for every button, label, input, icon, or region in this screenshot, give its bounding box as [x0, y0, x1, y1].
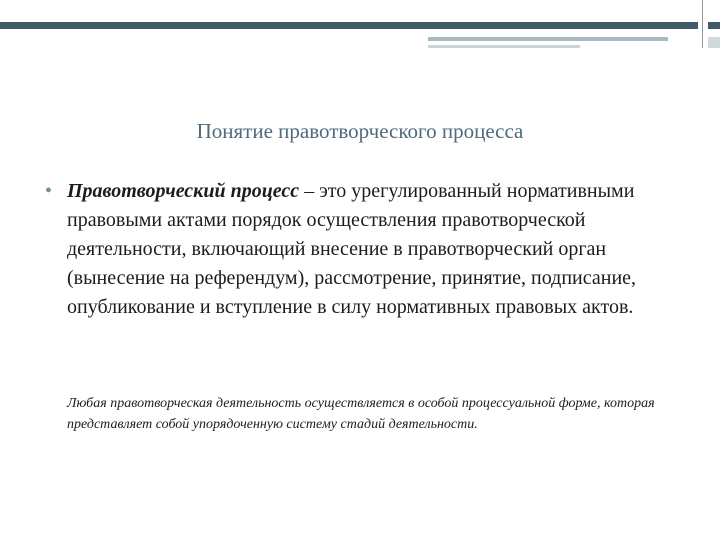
note-text: Любая правотворческая деятельность осуществляется в особой процессуальной форме, которая представляет собой упорядоченную систему стадий деятельности.	[67, 396, 655, 432]
bullet-icon: •	[45, 180, 53, 202]
bullet-text	[67, 177, 685, 322]
page-marker-icon	[673, 5, 683, 16]
bullet-definition: – это урегулированный нормативными правовыми актами порядок осуществления правотворческой деятельности, включающий внесение в правотворческий орган (вынесение на референдум), рассмотрение, принятие, подписание, опубликование и вступление в силу нормативных правовых актов.	[67, 180, 637, 318]
page-number-value: 60	[684, 3, 700, 18]
header-divider-line	[702, 0, 703, 48]
header-accent-block	[708, 37, 720, 48]
bullet-term: Правотворческий процесс	[67, 180, 300, 202]
slide-title: Понятие правотворческого процесса	[196, 119, 524, 143]
header-bar	[0, 22, 698, 29]
header-accent-bar-secondary	[428, 45, 580, 48]
bullet-item	[45, 177, 685, 322]
header-accent-bar	[428, 37, 668, 41]
header-bar-side	[708, 22, 720, 29]
page-number	[673, 3, 700, 18]
